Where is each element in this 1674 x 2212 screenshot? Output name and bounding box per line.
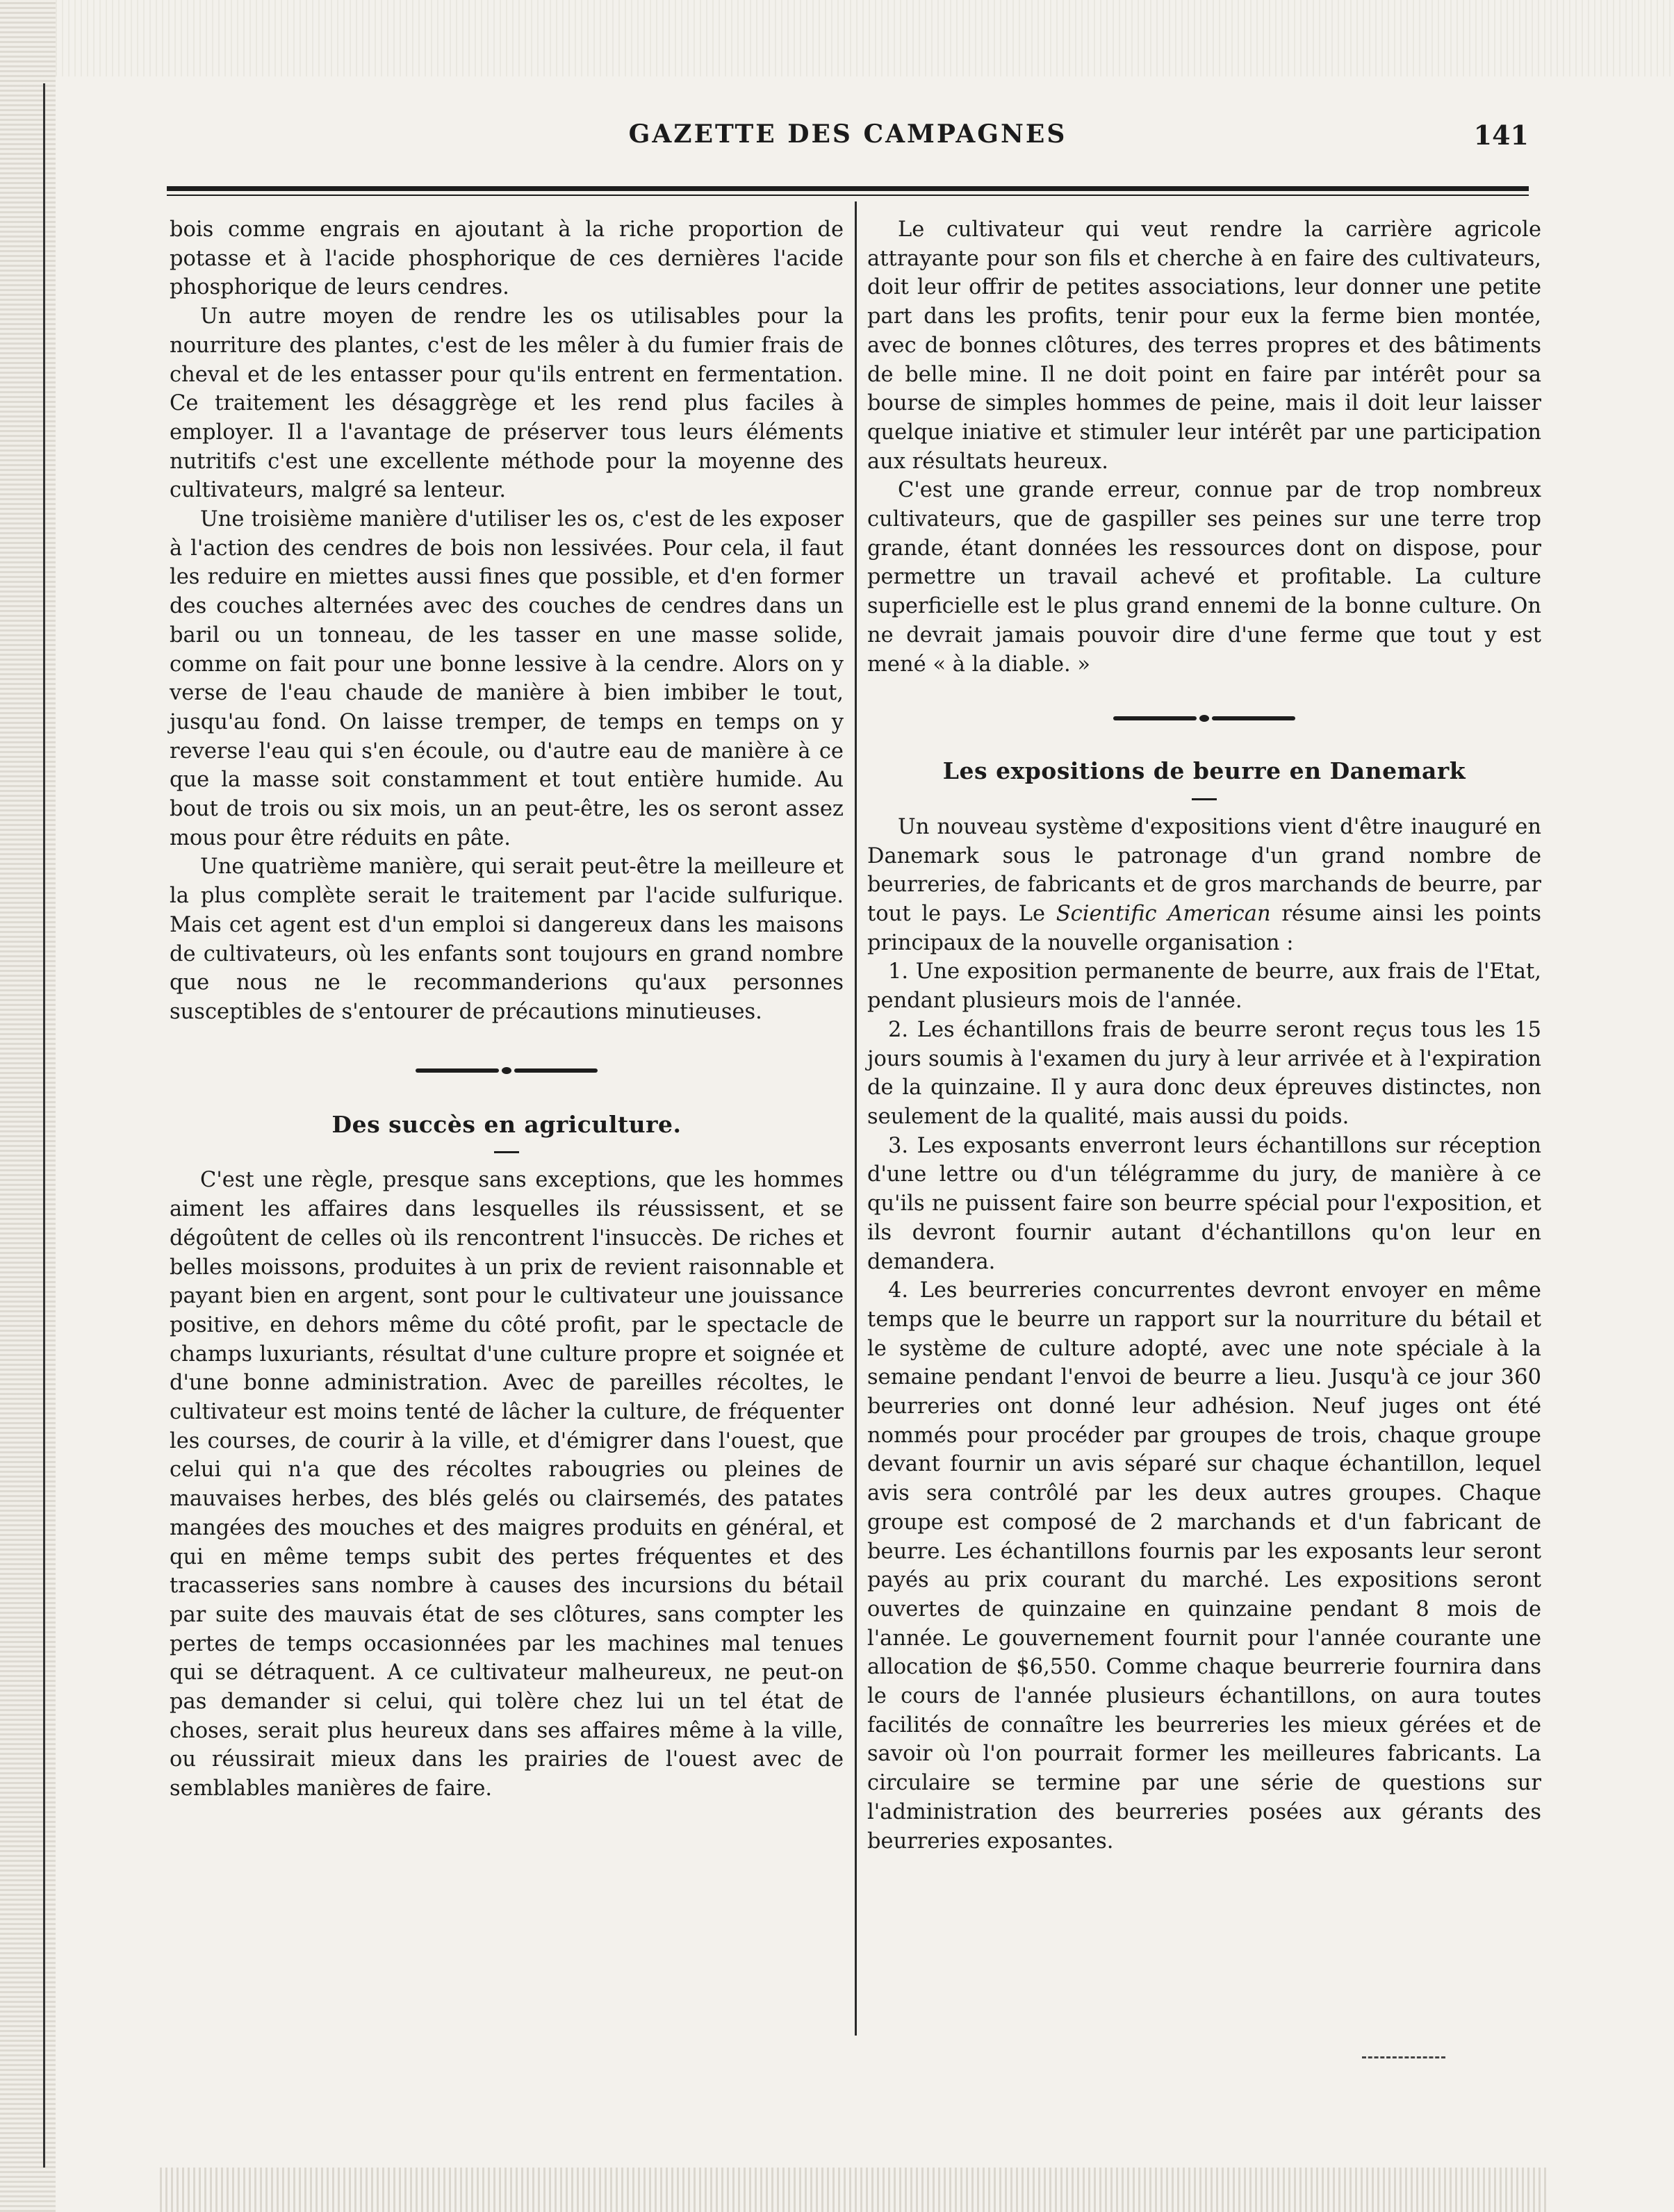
- list-item: 4. Les beurreries concurrentes devront envoyer en même temps que le beurre un rapport sur la nourriture du bétail et le système de culture adopté, avec une note spéciale à la semaine pendant l'envoi de beurre a lieu. Jusqu'à ce jour 360 beurreries ont donné leur adhésion. Neuf juges ont été nommés pour procéder par groupes de trois, chaque groupe devant fournir un avis séparé sur chaque échantillon, lequel avis sera contrôlé par les deux autres groupes. Chaque groupe est composé de 2 marchands et d'un fabricant de beurre. Les échantillons fournis par les exposants leur seront payés au prix courant du marché. Les expositions seront ouvertes de quinzaine en quinzaine pendant 8 mois de l'année. Le gouvernement fournit pour l'année courante une allocation de $6,550. Comme chaque beurrerie fournira dans le cours de l'année plusieurs échantillons, on aura toutes facilités de connaître les beurreries les mieux gérées et de savoir où l'on pourrait former les meilleures fabricants. La circulaire se termine par une série de questions sur l'administration des beurreries posées aux gérants des beurreries exposantes.: [867, 1278, 1541, 1854]
- section-title: Les expositions de beurre en Danemark: [942, 757, 1466, 785]
- header-rule-thick: [167, 186, 1529, 191]
- section-title: Des succès en agriculture.: [331, 1110, 682, 1138]
- binding-edge: [0, 0, 56, 2212]
- list-item: 3. Les exposants enverront leurs échantillons sur réception d'une lettre ou d'un télégramme du jury, de manière à ce qu'ils ne puissent faire son beurre spécial pour l'exposition, et ils devront fournir autant d'échantillons qu'on leur en demandera.: [867, 1133, 1541, 1274]
- column-divider: [855, 201, 857, 2036]
- intro-paragraph: [867, 813, 1541, 958]
- paragraph: C'est une règle, presque sans exceptions, que les hommes aiment les affaires dans lesquelles ils réussissent, et se dégoûtent de celles où ils rencontrent l'insuccès. De riches et belles moissons, produites à un prix de revient raisonnable et payant bien en argent, sont pour le cultivateur une jouissance positive, en dehors même du côté profit, par le spectacle de champs luxuriants, résultat d'une culture propre et soignée et d'une bonne administration. Avec de pareilles récoltes, le cultivateur est moins tenté de lâcher la culture, de fréquenter les courses, de courir à la ville, et d'émigrer dans l'ouest, que celui qui n'a que des récoltes rabougries ou pleines de mauvaises herbes, des blés gelés ou clairsemés, des patates mangées des mouches et des maigres produits en général, et qui en même temps subit des pertes fréquentes et des tracasseries sans nombre à causes des incursions du bétail par suite des mauvais état de ses clôtures, sans compter les pertes de temps occasionnées par les machines mal tenues qui se détraquent. A ce cultivateur malheureux, ne peut-on pas demander si celui, qui tolère chez lui un tel état de choses, serait plus heureux dans ses affaires même à la ville, ou réussirait mieux dans les prairies de l'ouest avec de semblables manières de faire.: [170, 1168, 844, 1801]
- section-ornament: [170, 1067, 844, 1074]
- source-name: Scientific American: [1056, 902, 1271, 927]
- paragraph: Une quatrième manière, qui serait peut-être la meilleure et la plus complète serait le traitement par l'acide sulfurique. Mais cet agent est d'un emploi si dangereux dans les maisons de cultivateurs, où les enfants sont toujours en grand nombre que nous ne le recommanderions qu'aux personnes susceptibles de s'entourer de précautions minutieuses.: [170, 855, 844, 1024]
- section-ornament: [867, 715, 1541, 722]
- end-mark: [1362, 2056, 1445, 2061]
- paragraph: Une troisième manière d'utiliser les os, c'est de les exposer à l'action des cendres de bois non lessivées. Pour cela, il faut les reduire en miettes aussi fines que possible, et d'en former des couches alternées avec des couches de cendres dans un baril ou un tonneau, de les tasser en une masse solide, comme on fait pour une bonne lessive à la cendre. Alors on y verse de l'eau chaude de manière à bien imbiber le tout, jusqu'au fond. On laisse tremper, de temps en temps on y reverse l'eau qui s'en écoule, ou d'autre eau de manière à ce que la masse soit constamment et tout entière humide. Au bout de trois ou six mois, un an peut-être, les os seront assez mous pour être réduits en pâte.: [170, 507, 844, 850]
- intro-text: Un nouveau système d'expositions vient d'être inauguré en Danemark sous le patronage d'un grand nombre de beurreries, de fabricants et de gros marchands de beurre, par tout le pays. Le: [867, 814, 1541, 927]
- list-item: 2. Les échantillons frais de beurre seront reçus tous les 15 jours soumis à l'examen du jury à leur arrivée et à l'expiration de la quinzaine. Il y aura donc deux épreuves distinctes, non seulement de la qualité, mais aussi du poids.: [867, 1017, 1541, 1129]
- publication-title: GAZETTE DES CAMPAGNES: [628, 119, 1067, 149]
- paragraph: bois comme engrais en ajoutant à la riche proportion de potasse et à l'acide phosphorique de ces dernières l'acide phosphorique de leurs cendres.: [170, 217, 844, 300]
- paragraph: C'est une grande erreur, connue par de trop nombreux cultivateurs, que de gaspiller ses peines sur une terre trop grande, étant données les ressources dont on dispose, pour permettre un travail achevé et profitable. La culture superficielle est le plus grand ennemi de la bonne culture. On ne devrait jamais pouvoir dire d'une ferme que tout y est mené « à la diable. »: [867, 478, 1541, 677]
- intro-text-end: résume ainsi les points principaux de la nouvelle organisation :: [867, 902, 1542, 955]
- binding-line: [43, 83, 45, 2168]
- left-column: [170, 215, 844, 1804]
- bottom-scan-noise: [160, 2168, 1550, 2212]
- right-column: [867, 215, 1541, 1856]
- list-item: 1. Une exposition permanente de beurre, aux frais de l'Etat, pendant plusieurs mois de l'année.: [867, 959, 1541, 1014]
- page-header: [167, 119, 1529, 161]
- title-rule: [494, 1151, 519, 1153]
- paragraph: Un autre moyen de rendre les os utilisables pour la nourriture des plantes, c'est de les mêler à du fumier frais de cheval et de les entasser pour qu'ils entrent en fermentation. Ce traitement les désaggrège et les rend plus faciles à employer. Il a l'avantage de préserver tous leurs éléments nutritifs c'est une excellente méthode pour la moyenne des cultivateurs, malgré sa lenteur.: [170, 304, 844, 503]
- top-scan-noise: [56, 0, 1674, 76]
- title-rule: [1192, 798, 1217, 800]
- paragraph: Le cultivateur qui veut rendre la carrière agricole attrayante pour son fils et cherche à en faire des cultivateurs, doit leur offrir de petites associations, leur donner une petite part dans les profits, tenir pour eux la ferme bien montée, avec de bonnes clôtures, des terres propres et des bâtiments de belle mine. Il ne doit point en faire par intérêt pour sa bourse de simples hommes de peine, mais il doit leur laisser quelque iniative et stimuler leur intérêt par une participation aux résultats heureux.: [867, 217, 1541, 474]
- page-number: 141: [1473, 119, 1529, 151]
- header-rule-thin: [167, 195, 1529, 196]
